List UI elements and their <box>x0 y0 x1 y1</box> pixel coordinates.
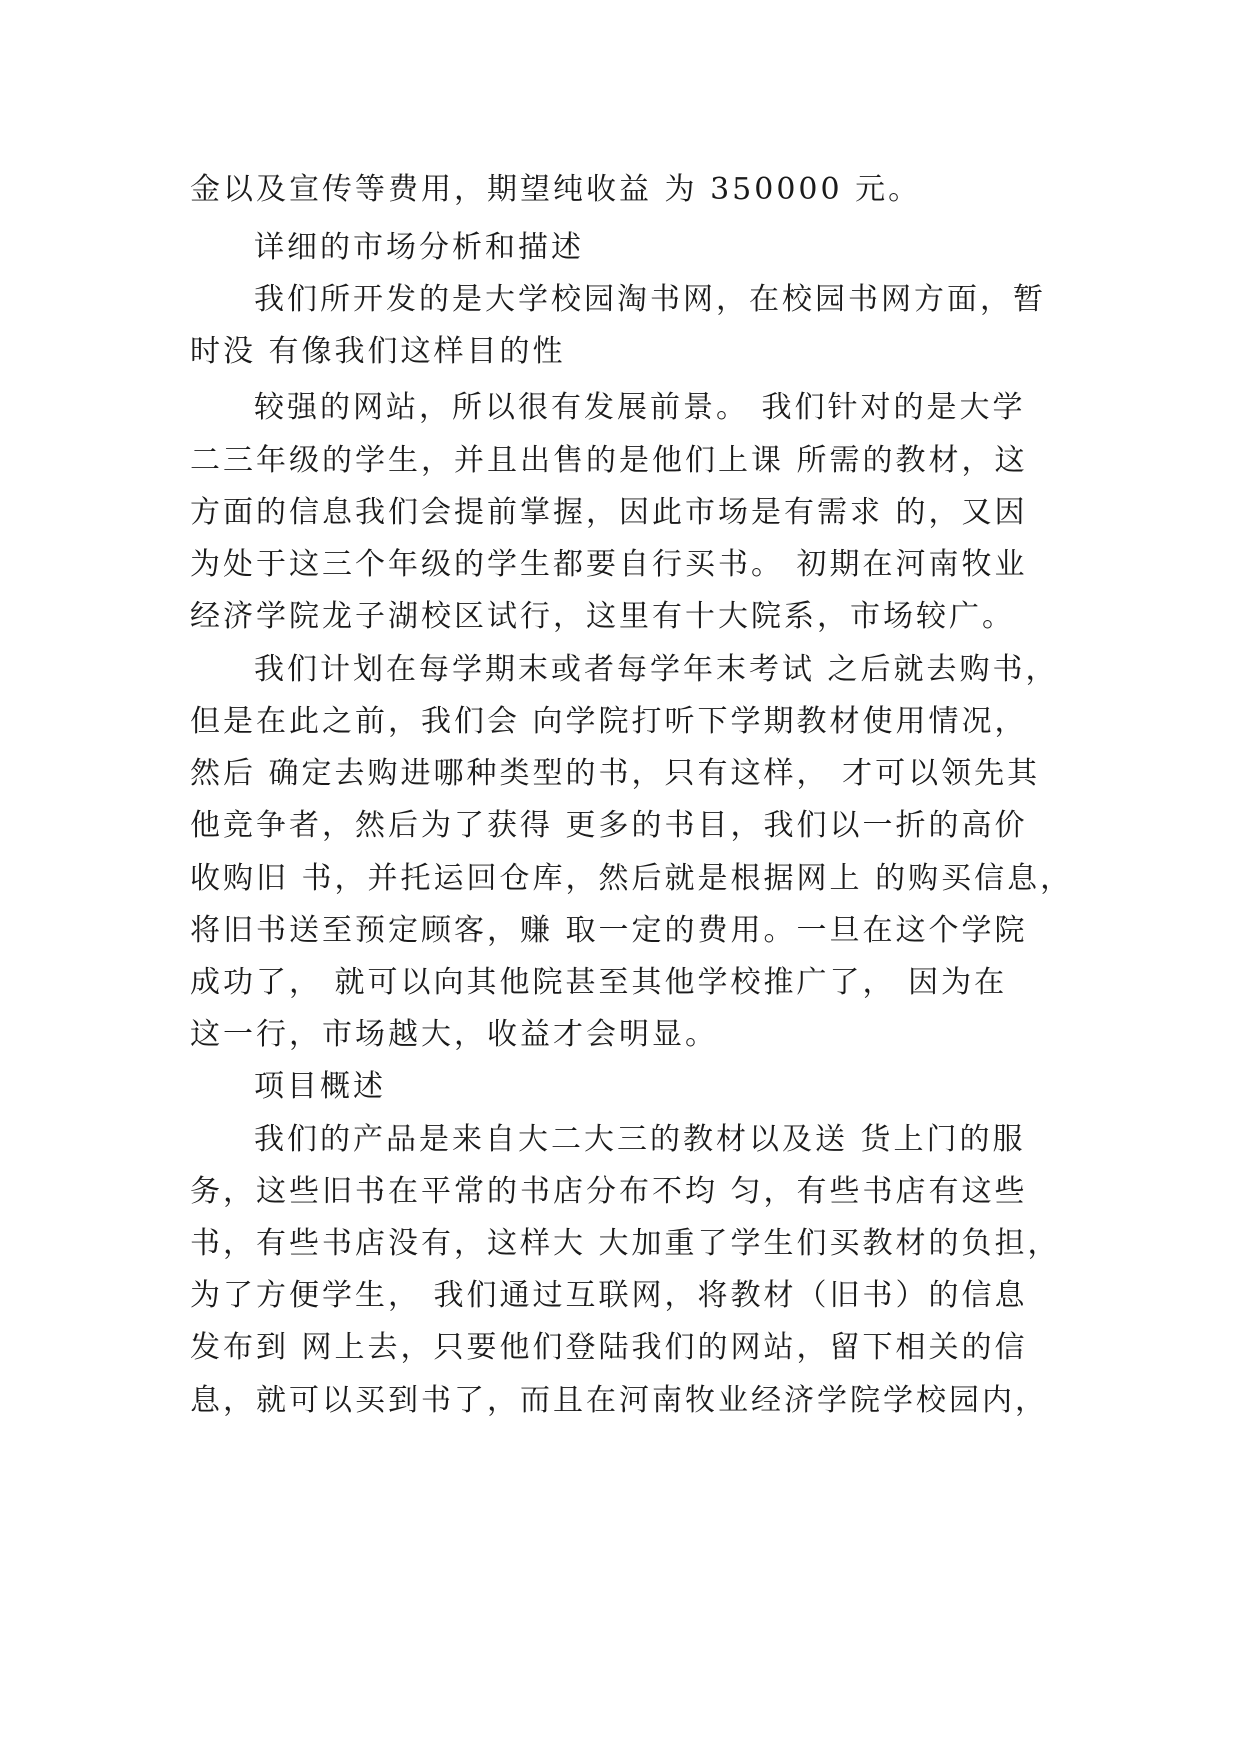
paragraph-line: 收购旧 书，并托运回仓库，然后就是根据网上 的购买信息， <box>190 861 1074 896</box>
paragraph-line: 二三年级的学生，并且出售的是他们上课 所需的教材，这 <box>190 443 1028 478</box>
text-line: 金以及宣传等费用，期望纯收益 为 350000 元。 <box>190 172 922 207</box>
paragraph-line: 为了方便学生， 我们通过互联网，将教材（旧书）的信息 <box>190 1278 1028 1313</box>
paragraph-line: 书，有些书店没有，这样大 大加重了学生们买教材的负担， <box>190 1226 1061 1261</box>
paragraph-line: 较强的网站，所以很有发展前景。 我们针对的是大学 <box>254 390 1026 425</box>
section-heading-project-overview: 项目概述 <box>254 1069 386 1104</box>
paragraph-line: 时没 有像我们这样目的性 <box>190 334 566 369</box>
paragraph-line: 经济学院龙子湖校区试行，这里有十大院系，市场较广。 <box>190 599 1015 634</box>
paragraph-line: 方面的信息我们会提前掌握，因此市场是有需求 的，又因 <box>190 495 1028 530</box>
paragraph-line: 将旧书送至预定顾客，赚 取一定的费用。一旦在这个学院 <box>190 913 1028 948</box>
paragraph-line: 这一行，市场越大，收益才会明显。 <box>190 1017 718 1052</box>
paragraph-line: 务，这些旧书在平常的书店分布不均 匀，有些书店有这些 <box>190 1174 1028 1209</box>
paragraph-line: 发布到 网上去，只要他们登陆我们的网站，留下相关的信 <box>190 1330 1028 1365</box>
section-heading-market-analysis: 详细的市场分析和描述 <box>254 230 584 265</box>
paragraph-line: 他竞争者，然后为了获得 更多的书目，我们以一折的高价 <box>190 808 1028 843</box>
paragraph-line: 我们的产品是来自大二大三的教材以及送 货上门的服 <box>254 1122 1026 1157</box>
paragraph-line: 然后 确定去购进哪种类型的书，只有这样， 才可以领先其 <box>190 756 1041 791</box>
paragraph-line: 我们计划在每学期末或者每学年末考试 之后就去购书， <box>254 652 1059 687</box>
paragraph-line: 我们所开发的是大学校园淘书网，在校园书网方面，暂 <box>254 282 1046 317</box>
paragraph-line: 息，就可以买到书了，而且在河南牧业经济学院学校园内， <box>190 1383 1048 1418</box>
paragraph-line: 但是在此之前，我们会 向学院打听下学期教材使用情况， <box>190 704 1028 739</box>
paragraph-line: 为处于这三个年级的学生都要自行买书。 初期在河南牧业 <box>190 547 1028 582</box>
paragraph-line: 成功了， 就可以向其他院甚至其他学校推广了， 因为在 <box>190 965 1008 1000</box>
